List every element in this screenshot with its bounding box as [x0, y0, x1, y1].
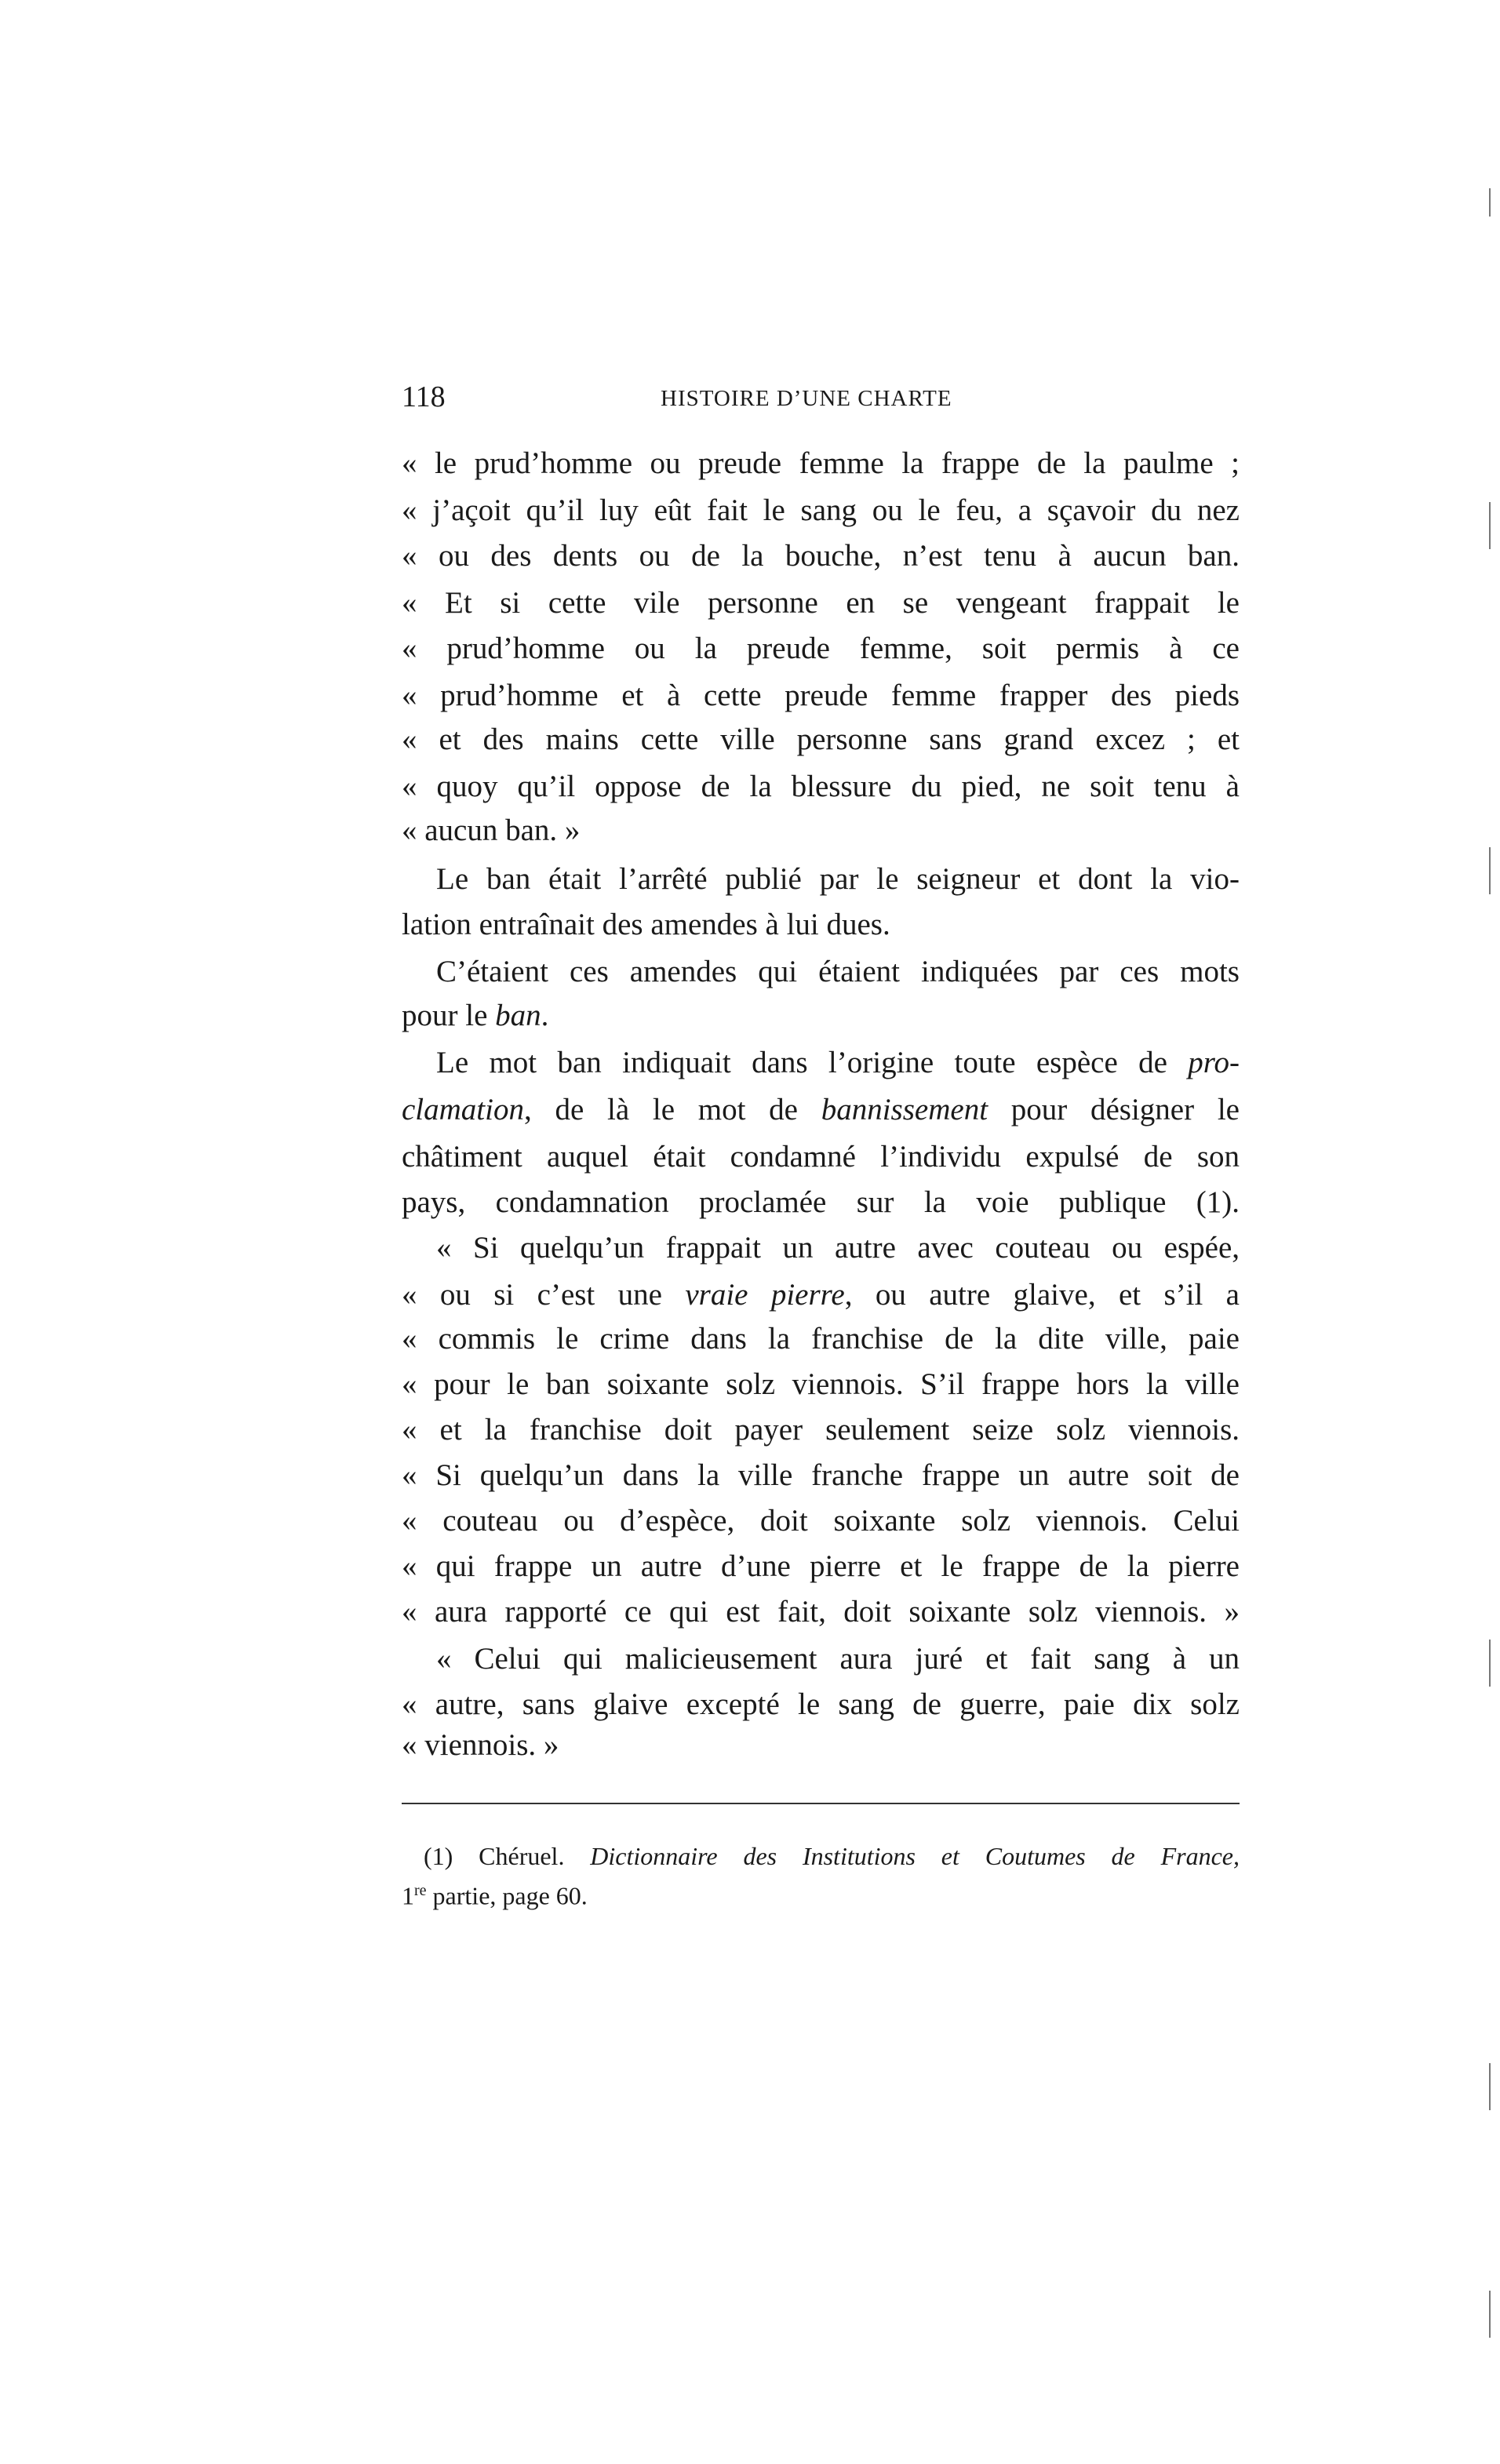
page-number: 118 [402, 380, 446, 413]
text-line [402, 1726, 1240, 1765]
text-line [436, 952, 1240, 992]
text-segment: « Si quelqu’un frappait un autre avec couteau ou espée, [436, 1231, 1240, 1265]
text-line [436, 860, 1240, 899]
text-segment: « ou si c’est une [402, 1278, 686, 1312]
italic-text: bannissement [821, 1093, 988, 1126]
text-line [402, 1456, 1240, 1495]
text-line [402, 1410, 1240, 1450]
scan-artifact [1489, 502, 1491, 549]
text-segment: « j’açoit qu’il luy eût fait le sang ou le feu, a sçavoir du nez [402, 493, 1240, 527]
footnote-divider [402, 1803, 1240, 1804]
italic-text: pro- [1188, 1046, 1240, 1079]
text-segment: , de là le mot de [523, 1093, 821, 1126]
text-segment: « quoy qu’il oppose de la blessure du pied, ne soit tenu à [402, 770, 1240, 803]
text-segment: pour désigner le [988, 1093, 1240, 1126]
text-line [402, 767, 1240, 806]
text-segment: « aura rapporté ce qui est fait, doit soixante solz viennois. » [402, 1595, 1240, 1629]
text-segment: pays, condamnation proclamée sur la voie publique (1). [402, 1185, 1240, 1219]
text-line [402, 905, 1240, 944]
italic-text: ban [495, 999, 541, 1032]
text-line [402, 584, 1240, 623]
text-segment: « le prud’homme ou preude femme la frappe de la paulme ; [402, 446, 1240, 480]
text-line [402, 811, 1240, 850]
text-line [402, 1501, 1240, 1541]
text-line [402, 1319, 1240, 1359]
text-segment: « Si quelqu’un dans la ville franche frappe un autre soit de [402, 1458, 1240, 1492]
running-title: HISTOIRE D’UNE CHARTE [661, 386, 952, 411]
text-segment: « et des mains cette ville personne sans grand excez ; et [402, 722, 1240, 756]
footnote-rest: partie, page 60. [426, 1881, 588, 1910]
footnote-line [424, 1840, 1240, 1872]
text-line [402, 1365, 1240, 1404]
text-segment: pour le [402, 999, 496, 1032]
text-line [402, 1183, 1240, 1222]
text-segment: . [541, 999, 549, 1032]
text-segment: châtiment auquel était condamné l’individu expulsé de son [402, 1140, 1240, 1174]
scan-artifact [1489, 2063, 1491, 2110]
text-segment: « Et si cette vile personne en se vengeant frappait le [402, 586, 1240, 620]
scan-artifact [1489, 847, 1491, 894]
text-segment: Le mot ban indiquait dans l’origine toute espèce de [436, 1046, 1189, 1079]
text-line [402, 1592, 1240, 1632]
text-segment: « commis le crime dans la franchise de la dite ville, paie [402, 1322, 1240, 1356]
text-line [402, 1276, 1240, 1315]
scan-artifact [1489, 1640, 1491, 1687]
text-line [402, 1137, 1240, 1177]
text-line [402, 491, 1240, 530]
text-segment: « couteau ou d’espèce, doit soixante solz viennois. Celui [402, 1504, 1240, 1538]
footnote-title: Dictionnaire des Institutions et Coutumes de France, [590, 1842, 1240, 1870]
text-line [402, 537, 1240, 576]
text-segment: « pour le ban soixante solz viennois. S’il frappe hors la ville [402, 1367, 1240, 1401]
text-line [436, 1228, 1240, 1268]
text-segment: « viennois. » [402, 1728, 559, 1762]
text-segment: « qui frappe un autre d’une pierre et le frappe de la pierre [402, 1549, 1240, 1583]
text-segment: « autre, sans glaive excepté le sang de guerre, paie dix solz [402, 1687, 1240, 1721]
text-segment: « prud’homme ou la preude femme, soit permis à ce [402, 631, 1240, 665]
text-line [436, 1043, 1240, 1083]
text-line [402, 444, 1240, 483]
scan-artifact [1489, 188, 1491, 217]
text-segment: « aucun ban. » [402, 813, 581, 847]
text-segment: , ou autre glaive, et s’il a [844, 1278, 1240, 1312]
text-segment: « ou des dents ou de la bouche, n’est tenu à aucun ban. [402, 539, 1240, 573]
scan-artifact [1489, 2291, 1491, 2338]
footnote-ordinal: 1 [402, 1881, 414, 1910]
text-line [402, 996, 1240, 1035]
italic-text: vraie pierre [685, 1278, 845, 1312]
text-line [402, 720, 1240, 759]
footnote-marker: (1) Chéruel. [424, 1842, 591, 1870]
text-segment: lation entraînait des amendes à lui dues. [402, 908, 890, 941]
text-line [436, 1640, 1240, 1679]
footnote-ordinal-sup: re [414, 1882, 427, 1899]
text-segment: C’étaient ces amendes qui étaient indiquées par ces mots [436, 955, 1240, 988]
text-line [402, 1547, 1240, 1586]
text-line [402, 1090, 1240, 1130]
text-segment: « prud’homme et à cette preude femme frapper des pieds [402, 679, 1240, 712]
italic-text: clamation [402, 1093, 524, 1126]
footnote-line [402, 1875, 1240, 1912]
text-line [402, 676, 1240, 715]
text-segment: « Celui qui malicieusement aura juré et fait sang à un [436, 1642, 1240, 1676]
text-segment: Le ban était l’arrêté publié par le seigneur et dont la vio- [436, 862, 1240, 896]
text-segment: « et la franchise doit payer seulement seize solz viennois. [402, 1413, 1240, 1447]
text-line [402, 1685, 1240, 1724]
text-line [402, 629, 1240, 668]
